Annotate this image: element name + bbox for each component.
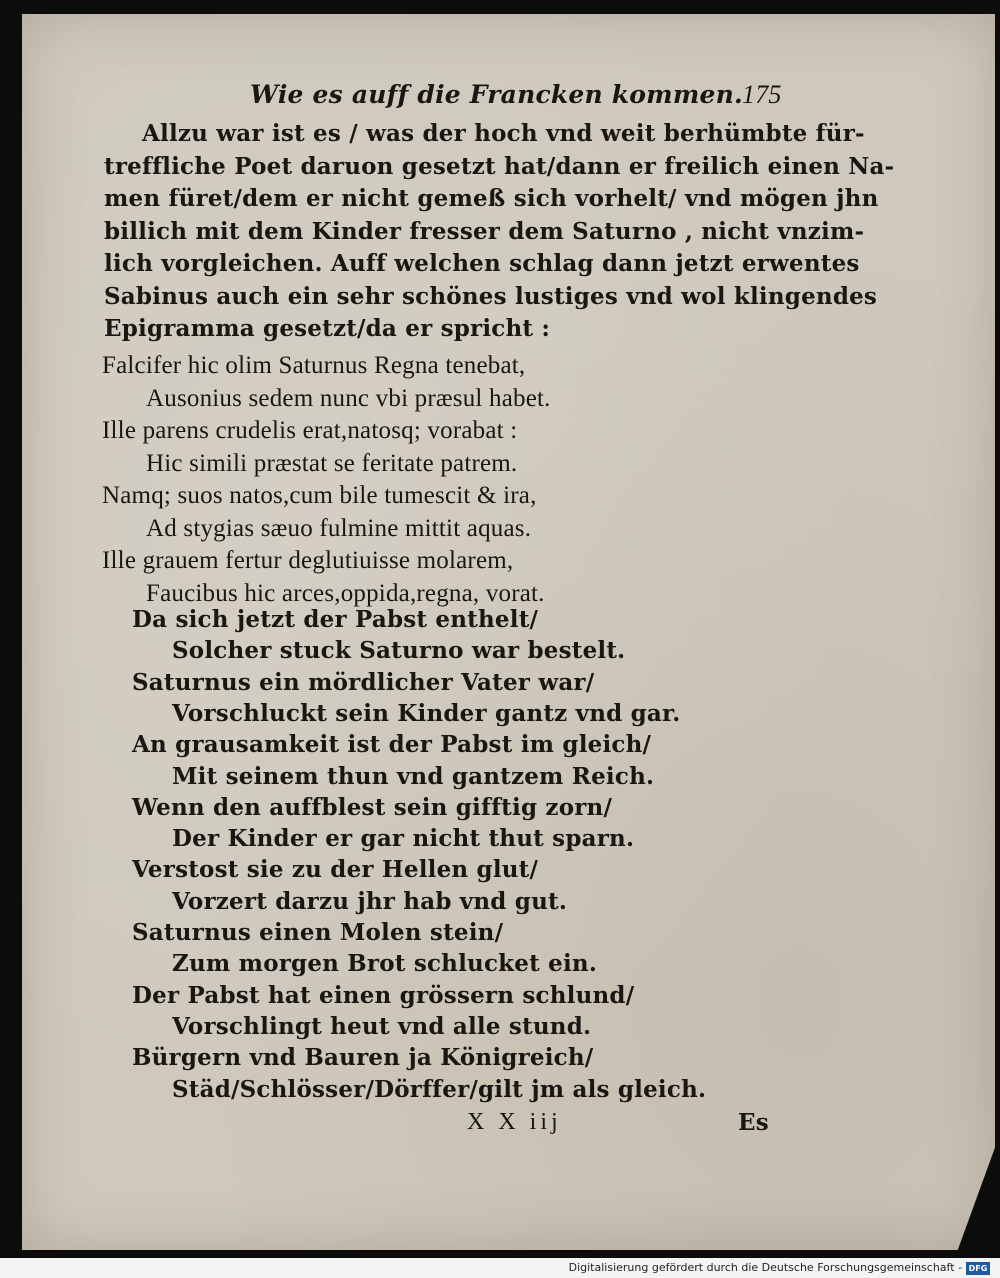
latin-verse-line: Falcifer hic olim Saturnus Regna tenebat, [102, 352, 526, 379]
german-verse-line: Vorschlingt heut vnd alle stund. [172, 1012, 592, 1040]
german-verse-line: Verstost sie zu der Hellen glut/ [132, 856, 539, 884]
page-number: 175 [742, 80, 782, 109]
digitization-credit: Digitalisierung gefördert durch die Deutsche Forschungsgemeinschaft - [568, 1261, 962, 1274]
german-verse-line: Wenn den auffblest sein gifftig zorn/ [132, 793, 613, 821]
german-verse-line: Da sich jetzt der Pabst enthelt/ [132, 606, 539, 633]
prose-line: billich mit dem Kinder fresser dem Saturno , nicht vnzim- [104, 217, 865, 245]
signature-mark: X X iij [467, 1109, 562, 1135]
latin-verse-line: Ille grauem fertur deglutiuisse molarem, [102, 547, 514, 574]
german-verse-line: Bürgern vnd Bauren ja Königreich/ [132, 1044, 594, 1072]
latin-verse-line: Ille parens crudelis erat,natosq; vorabat : [102, 417, 518, 444]
german-verse-line: Saturnus einen Molen stein/ [132, 919, 504, 946]
prose-line: men füret/dem er nicht gemeß sich vorhelt/ vnd mögen jhn [104, 185, 879, 212]
catchword: Es [738, 1109, 769, 1136]
german-verse-line: Zum morgen Brot schlucket ein. [172, 950, 598, 978]
german-verse-line: Saturnus ein mördlicher Vater war/ [132, 668, 595, 696]
german-verse-line: Der Kinder er gar nicht thut sparn. [172, 825, 635, 853]
prose-line: Allzu war ist es / was der hoch vnd weit berhümbte für- [142, 120, 865, 147]
running-header: Wie es auff die Francken kommen. [250, 80, 743, 109]
german-verse-line: An grausamkeit ist der Pabst im gleich/ [132, 731, 652, 759]
torn-corner [957, 1142, 995, 1250]
prose-line: lich vorgleichen. Auff welchen schlag dann jetzt erwentes [104, 250, 860, 277]
german-verse-line: Vorschluckt sein Kinder gantz vnd gar. [172, 699, 681, 727]
prose-line: Epigramma gesetzt/da er spricht : [104, 315, 551, 342]
german-verse-line: Solcher stuck Saturno war bestelt. [172, 637, 626, 665]
german-verse-line: Städ/Schlösser/Dörffer/gilt jm als gleich. [172, 1075, 707, 1103]
german-verse-line: Mit seinem thun vnd gantzem Reich. [172, 762, 655, 790]
latin-verse-line: Faucibus hic arces,oppida,regna, vorat. [146, 579, 545, 607]
latin-verse-line: Namq; suos natos,cum bile tumescit & ira, [102, 482, 537, 509]
latin-verse-line: Ad stygias sæuo fulmine mittit aquas. [146, 514, 532, 542]
latin-verse-line: Hic simili præstat se feritate patrem. [146, 449, 518, 477]
german-verse-line: Vorzert darzu jhr hab vnd gut. [172, 887, 568, 915]
german-verse-line: Der Pabst hat einen grössern schlund/ [132, 981, 635, 1009]
prose-line: treffliche Poet daruon gesetzt hat/dann er freilich einen Na- [104, 152, 895, 180]
book-page [22, 14, 995, 1250]
latin-verse-line: Ausonius sedem nunc vbi præsul habet. [146, 384, 551, 412]
dfg-logo: DFG [966, 1262, 990, 1275]
prose-line: Sabinus auch ein sehr schönes lustiges vnd wol klingendes [104, 282, 878, 310]
